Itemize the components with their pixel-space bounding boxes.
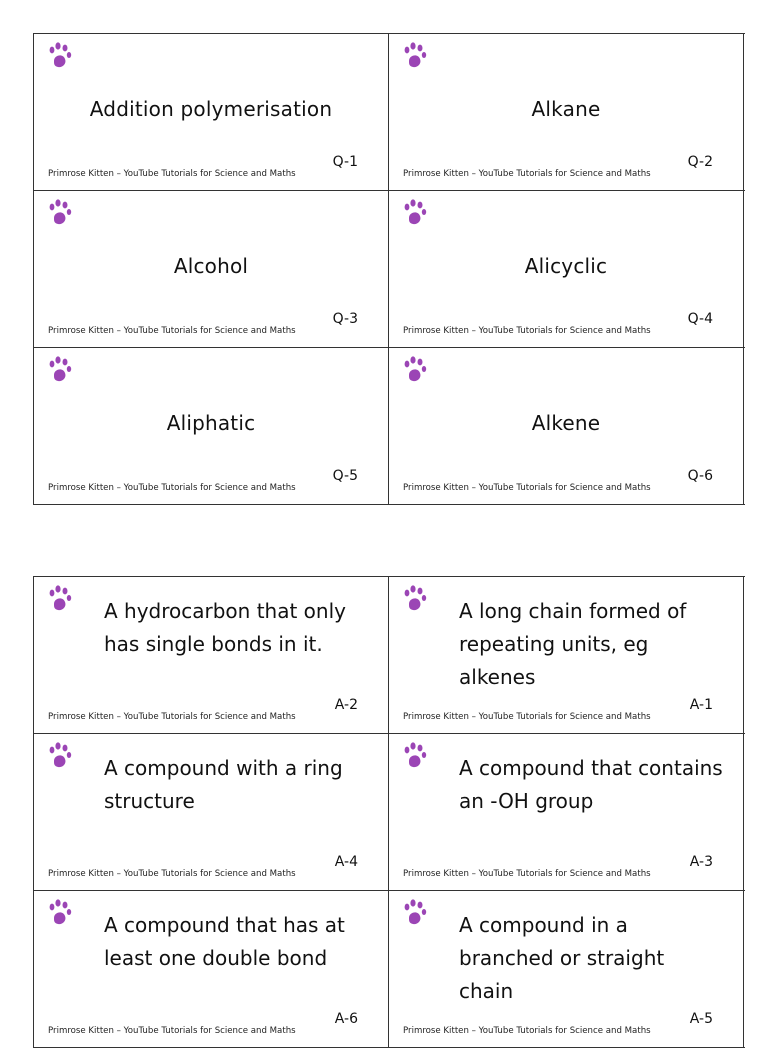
paw-print-icon bbox=[48, 199, 74, 229]
card-row bbox=[34, 191, 745, 348]
card-row bbox=[34, 348, 745, 505]
question-term: Addition polymerisation bbox=[89, 96, 333, 121]
question-card bbox=[389, 191, 744, 347]
credit-text: Primrose Kitten – YouTube Tutorials for Science and Maths bbox=[48, 483, 296, 493]
card-code: Q-2 bbox=[687, 154, 713, 170]
question-card bbox=[34, 191, 389, 347]
question-term: Aliphatic bbox=[166, 410, 256, 435]
question-cards-sheet bbox=[33, 33, 745, 505]
question-term: Alkane bbox=[531, 96, 601, 121]
question-card bbox=[389, 348, 744, 504]
answer-definition: A long chain formed of repeating units, eg alkenes bbox=[459, 599, 687, 689]
card-row bbox=[34, 734, 745, 891]
credit-text: Primrose Kitten – YouTube Tutorials for Science and Maths bbox=[48, 712, 296, 722]
question-card bbox=[34, 34, 389, 190]
paw-print-icon bbox=[48, 742, 74, 772]
credit-text: Primrose Kitten – YouTube Tutorials for Science and Maths bbox=[403, 869, 651, 879]
card-code: Q-4 bbox=[687, 311, 713, 327]
answer-definition: A compound in a branched or straight chain bbox=[459, 913, 665, 1003]
card-row bbox=[34, 577, 745, 734]
card-code: A-6 bbox=[334, 1011, 358, 1027]
question-card bbox=[389, 34, 744, 190]
answer-card bbox=[34, 577, 389, 733]
question-card bbox=[34, 348, 389, 504]
answer-card bbox=[389, 734, 744, 890]
question-term: Alicyclic bbox=[524, 253, 608, 278]
answer-definition: A hydrocarbon that only has single bonds in it. bbox=[104, 599, 346, 656]
card-code: A-2 bbox=[334, 697, 358, 713]
credit-text: Primrose Kitten – YouTube Tutorials for Science and Maths bbox=[403, 1026, 651, 1036]
card-code: A-4 bbox=[334, 854, 358, 870]
credit-text: Primrose Kitten – YouTube Tutorials for Science and Maths bbox=[403, 483, 651, 493]
card-code: Q-1 bbox=[332, 154, 358, 170]
answer-card bbox=[34, 734, 389, 890]
credit-text: Primrose Kitten – YouTube Tutorials for Science and Maths bbox=[48, 169, 296, 179]
paw-print-icon bbox=[48, 42, 74, 72]
credit-text: Primrose Kitten – YouTube Tutorials for Science and Maths bbox=[48, 1026, 296, 1036]
paw-print-icon bbox=[48, 585, 74, 615]
card-code: A-1 bbox=[689, 697, 713, 713]
paw-print-icon bbox=[403, 356, 429, 386]
card-row bbox=[34, 34, 745, 191]
paw-print-icon bbox=[403, 585, 429, 615]
credit-text: Primrose Kitten – YouTube Tutorials for Science and Maths bbox=[403, 712, 651, 722]
credit-text: Primrose Kitten – YouTube Tutorials for Science and Maths bbox=[48, 326, 296, 336]
paw-print-icon bbox=[48, 356, 74, 386]
question-term: Alcohol bbox=[173, 253, 249, 278]
paw-print-icon bbox=[403, 42, 429, 72]
paw-print-icon bbox=[403, 742, 429, 772]
credit-text: Primrose Kitten – YouTube Tutorials for Science and Maths bbox=[403, 326, 651, 336]
question-term: Alkene bbox=[531, 410, 601, 435]
card-row bbox=[34, 891, 745, 1048]
card-code: Q-6 bbox=[687, 468, 713, 484]
card-code: A-3 bbox=[689, 854, 713, 870]
card-code: A-5 bbox=[689, 1011, 713, 1027]
credit-text: Primrose Kitten – YouTube Tutorials for Science and Maths bbox=[48, 869, 296, 879]
answer-definition: A compound that has at least one double bond bbox=[104, 913, 345, 970]
answer-definition: A compound that contains an -OH group bbox=[459, 756, 723, 813]
card-code: Q-3 bbox=[332, 311, 358, 327]
answer-definition: A compound with a ring structure bbox=[104, 756, 343, 813]
paw-print-icon bbox=[48, 899, 74, 929]
answer-card bbox=[389, 577, 744, 733]
answer-cards-sheet bbox=[33, 576, 745, 1048]
card-code: Q-5 bbox=[332, 468, 358, 484]
paw-print-icon bbox=[403, 899, 429, 929]
paw-print-icon bbox=[403, 199, 429, 229]
credit-text: Primrose Kitten – YouTube Tutorials for Science and Maths bbox=[403, 169, 651, 179]
